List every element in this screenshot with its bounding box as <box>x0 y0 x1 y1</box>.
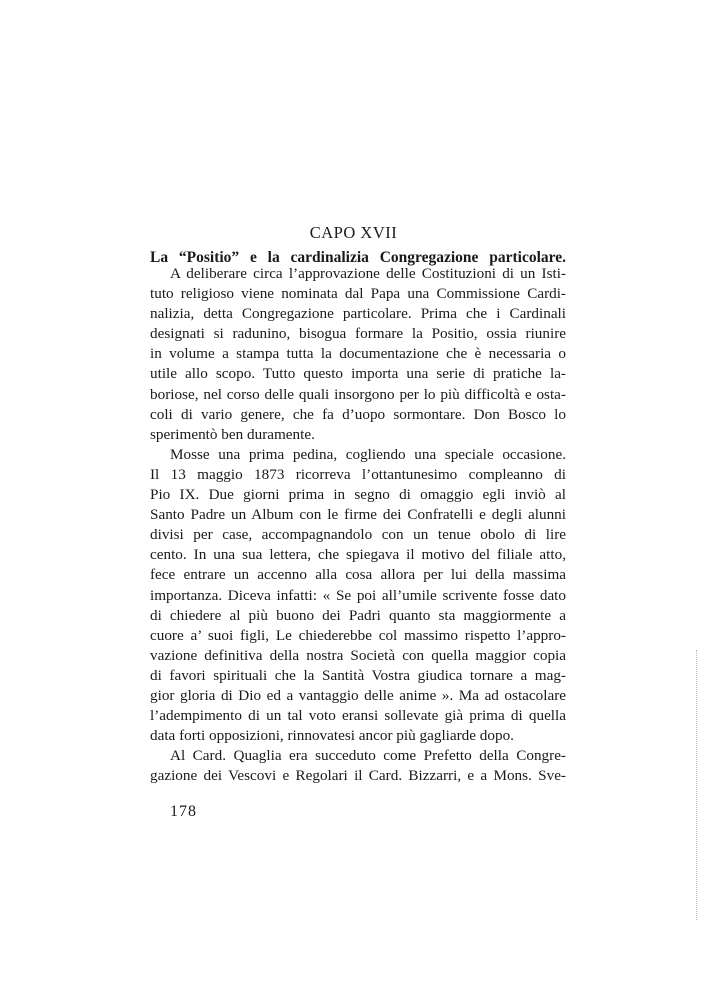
text-line: Al Card. Quaglia era succeduto come Prefetto della Congre- <box>170 747 566 765</box>
text-line: vazione definitiva della nostra Società con quella maggior copia <box>150 646 566 664</box>
text-line: gazione dei Vescovi e Regolari il Card. Bizzarri, e a Mons. Sve- <box>150 767 566 785</box>
text-line: gior gloria di Dio ed a vantaggio delle anime ». Ma ad ostacolare <box>150 686 566 704</box>
text-line: A deliberare circa l’approvazione delle Costituzioni di un Isti- <box>170 265 566 282</box>
text-line: importanza. Diceva infatti: « Se poi all’umile scrivente fosse dato <box>150 586 566 604</box>
text-line: Santo Padre un Album con le firme dei Confratelli e degli alunni <box>150 506 566 524</box>
page-number: 178 <box>170 803 197 820</box>
chapter-number: CAPO XVII <box>309 223 398 242</box>
text-line: cento. In una sua lettera, che spiegava il motivo del filiale atto, <box>150 546 566 564</box>
text-line: nalizia, detta Congregazione particolare. Prima che i Cardinali <box>150 305 566 323</box>
text-line: di chiedere al più buono dei Padri quanto sta maggiormente a <box>150 606 566 624</box>
text-line: di favori spirituali che la Santità Vostra giudica tornare a mag- <box>150 666 566 684</box>
text-line: cuore a’ suoi figli, Le chiederebbe col massimo rispetto l’appro- <box>150 626 566 644</box>
text-line: l’adempimento di un tal voto eransi sollevate già prima di quella <box>150 707 566 725</box>
text-line: in volume a stampa tutta la documentazione che è necessaria o <box>150 345 566 363</box>
text-line: divisi per case, accompagnandolo con un tenue obolo di lire <box>150 526 566 544</box>
text-line: designati si radunino, bisogua formare la Positio, ossia riunire <box>150 325 566 343</box>
text-line: Mosse una prima pedina, cogliendo una speciale occasione. <box>170 445 566 463</box>
text-line: boriose, nel corso delle quali insorgono per lo più difficoltà e osta- <box>150 385 566 403</box>
text-line: fece entrare un accenno alla cosa allora per lui della massima <box>150 566 566 584</box>
chapter-title: La “Positio” e la cardinalizia Congregazione particolare. <box>150 249 566 266</box>
body-text <box>150 264 566 786</box>
text-line: sperimentò ben duramente. <box>150 425 315 443</box>
text-line: data forti opposizioni, rinnovatesi ancor più gagliarde dopo. <box>150 727 514 745</box>
text-line: utile allo scopo. Tutto questo importa una serie di pratiche la- <box>150 365 566 383</box>
text-line: coli di vario genere, che fa d’uopo sormontare. Don Bosco lo <box>150 405 566 423</box>
text-line: Pio IX. Due giorni prima in segno di omaggio egli inviò al <box>150 486 566 504</box>
page-edge-line <box>696 650 697 920</box>
text-line: Il 13 maggio 1873 ricorreva l’ottantunesimo compleanno di <box>150 465 566 483</box>
text-line: tuto religioso viene nominata dal Papa una Commissione Cardi- <box>150 285 566 303</box>
